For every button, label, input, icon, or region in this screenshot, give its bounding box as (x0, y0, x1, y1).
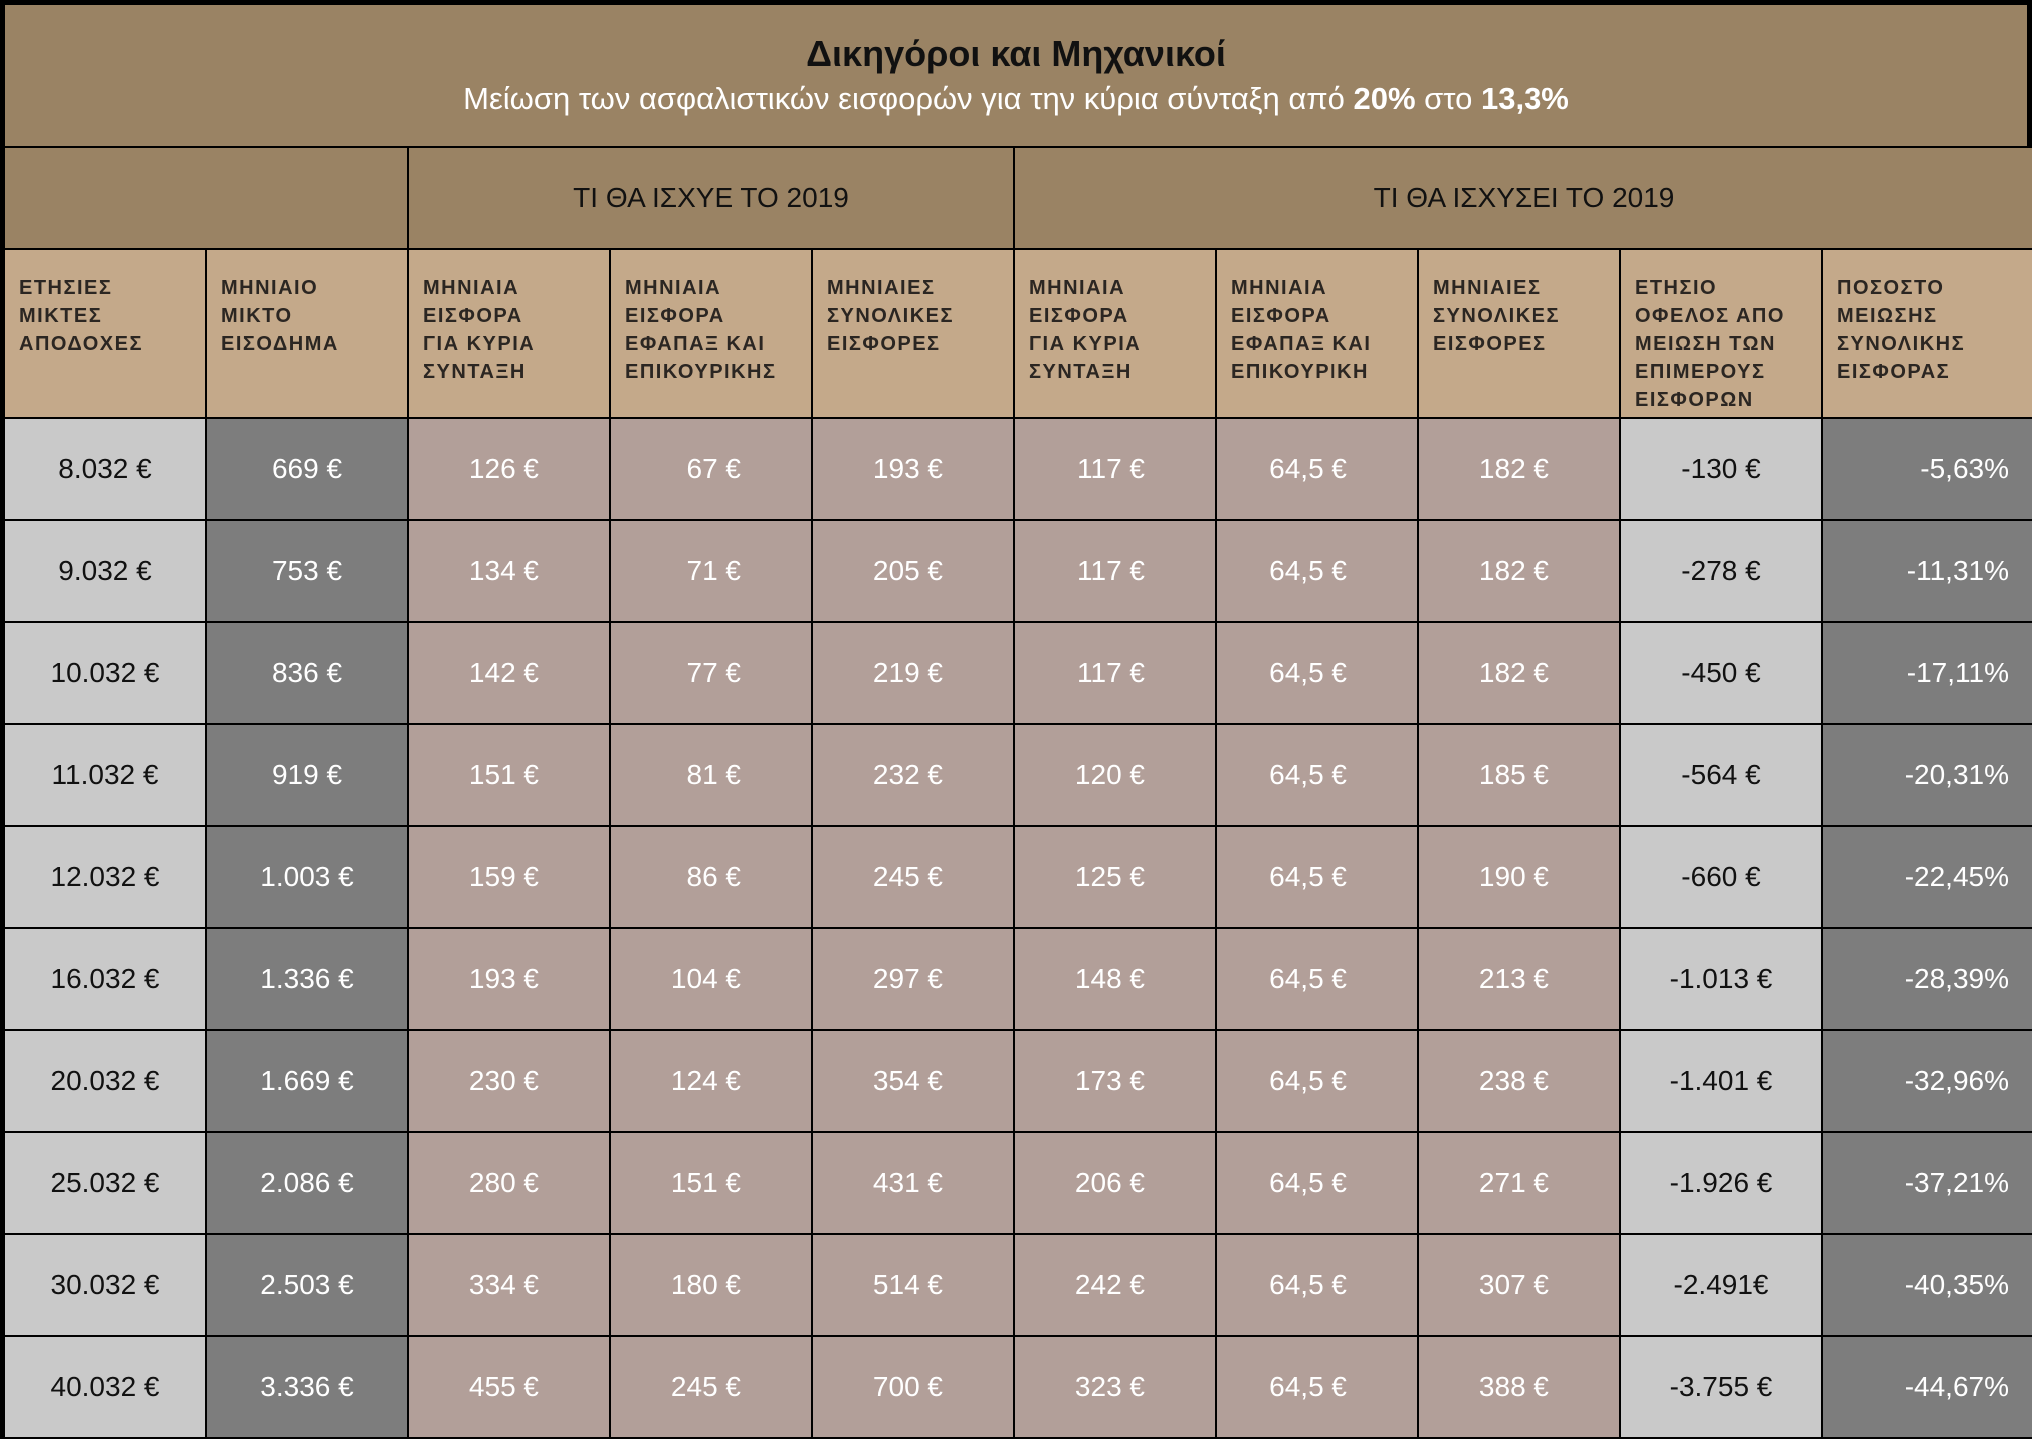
table-cell: 148 € (1015, 929, 1215, 1029)
table-cell: 20.032 € (5, 1031, 205, 1131)
table-cell: 230 € (409, 1031, 609, 1131)
table-cell: -278 € (1621, 521, 1821, 621)
column-header: ΜΗΝΙΑΙΑ ΕΙΣΦΟΡΑ ΕΦΑΠΑΞ ΚΑΙ ΕΠΙΚΟΥΡΙΚΗ (1217, 250, 1417, 417)
table-cell: 700 € (813, 1337, 1013, 1437)
table-cell: 81 € (611, 725, 811, 825)
column-header: ΜΗΝΙΑΙΑ ΕΙΣΦΟΡΑ ΓΙΑ ΚΥΡΙΑ ΣΥΝΤΑΞΗ (1015, 250, 1215, 417)
table-cell: -11,31% (1823, 521, 2032, 621)
table-cell: 2.086 € (207, 1133, 407, 1233)
table-cell: 12.032 € (5, 827, 205, 927)
table-cell: 10.032 € (5, 623, 205, 723)
table-cell: -37,21% (1823, 1133, 2032, 1233)
table-cell: 151 € (611, 1133, 811, 1233)
table-cell: 64,5 € (1217, 1031, 1417, 1131)
table-cell: 117 € (1015, 419, 1215, 519)
table-cell: 514 € (813, 1235, 1013, 1335)
table-cell: 388 € (1419, 1337, 1619, 1437)
table-cell: 182 € (1419, 623, 1619, 723)
table-cell: 205 € (813, 521, 1013, 621)
table-cell: 64,5 € (1217, 1337, 1417, 1437)
table-cell: 9.032 € (5, 521, 205, 621)
table-cell: 126 € (409, 419, 609, 519)
table-cell: 323 € (1015, 1337, 1215, 1437)
table-cell: -130 € (1621, 419, 1821, 519)
table-cell: 245 € (611, 1337, 811, 1437)
group-header-blank (5, 148, 407, 248)
table-cell: -1.013 € (1621, 929, 1821, 1029)
table-cell: 180 € (611, 1235, 811, 1335)
table-cell: 64,5 € (1217, 1235, 1417, 1335)
contributions-table (5, 148, 2032, 1437)
table-cell: 1.669 € (207, 1031, 407, 1131)
table-subtitle (5, 77, 2027, 121)
table-cell: -22,45% (1823, 827, 2032, 927)
table-cell: 67 € (611, 419, 811, 519)
table-cell: 159 € (409, 827, 609, 927)
column-header: ΜΗΝΙΑΙΑ ΕΙΣΦΟΡΑ ΕΦΑΠΑΞ ΚΑΙ ΕΠΙΚΟΥΡΙΚΗΣ (611, 250, 811, 417)
table-cell: 86 € (611, 827, 811, 927)
table-cell: 117 € (1015, 623, 1215, 723)
table-cell: -20,31% (1823, 725, 2032, 825)
table-cell: 190 € (1419, 827, 1619, 927)
table-cell: -32,96% (1823, 1031, 2032, 1131)
table-cell: 242 € (1015, 1235, 1215, 1335)
table-cell: 238 € (1419, 1031, 1619, 1131)
table-cell: 280 € (409, 1133, 609, 1233)
table-cell: -40,35% (1823, 1235, 2032, 1335)
table-cell: 64,5 € (1217, 419, 1417, 519)
column-header: ΕΤΗΣΙΕΣ ΜΙΚΤΕΣ ΑΠΟΔΟΧΕΣ (5, 250, 205, 417)
table-cell: -5,63% (1823, 419, 2032, 519)
table-cell: 3.336 € (207, 1337, 407, 1437)
group-header-after: ΤΙ ΘΑ ΙΣΧΥΣΕΙ ΤΟ 2019 (1015, 148, 2032, 248)
table-cell: 64,5 € (1217, 521, 1417, 621)
table-cell: 64,5 € (1217, 929, 1417, 1029)
table-cell: -1.926 € (1621, 1133, 1821, 1233)
table-cell: 1.003 € (207, 827, 407, 927)
table-cell: -3.755 € (1621, 1337, 1821, 1437)
title-banner (5, 5, 2027, 146)
column-header: ΜΗΝΙΑΙΕΣ ΣΥΝΟΛΙΚΕΣ ΕΙΣΦΟΡΕΣ (1419, 250, 1619, 417)
column-header: ΜΗΝΙΑΙΕΣ ΣΥΝΟΛΙΚΕΣ ΕΙΣΦΟΡΕΣ (813, 250, 1013, 417)
group-header-before: ΤΙ ΘΑ ΙΣΧΥΕ ΤΟ 2019 (409, 148, 1013, 248)
table-cell: 213 € (1419, 929, 1619, 1029)
table-cell: 219 € (813, 623, 1013, 723)
subtitle-rate-from: 20% (1353, 81, 1416, 116)
table-cell: -17,11% (1823, 623, 2032, 723)
table-cell: 232 € (813, 725, 1013, 825)
table-cell: -1.401 € (1621, 1031, 1821, 1131)
table-cell: 1.336 € (207, 929, 407, 1029)
table-cell: 455 € (409, 1337, 609, 1437)
table-cell: 354 € (813, 1031, 1013, 1131)
table-cell: 206 € (1015, 1133, 1215, 1233)
table-cell: 11.032 € (5, 725, 205, 825)
table-cell: 117 € (1015, 521, 1215, 621)
table-cell: 836 € (207, 623, 407, 723)
column-header: ΠΟΣΟΣΤΟ ΜΕΙΩΣΗΣ ΣΥΝΟΛΙΚΗΣ ΕΙΣΦΟΡΑΣ (1823, 250, 2032, 417)
table-cell: 271 € (1419, 1133, 1619, 1233)
table-cell: 307 € (1419, 1235, 1619, 1335)
table-cell: 77 € (611, 623, 811, 723)
table-cell: 185 € (1419, 725, 1619, 825)
table-cell: 25.032 € (5, 1133, 205, 1233)
column-header: ΜΗΝΙΑΙΟ ΜΙΚΤΟ ΕΙΣΟΔΗΜΑ (207, 250, 407, 417)
table-title: Δικηγόροι και Μηχανικοί (806, 33, 1226, 74)
table-cell: 64,5 € (1217, 827, 1417, 927)
table-cell: 71 € (611, 521, 811, 621)
column-header: ΕΤΗΣΙΟ ΟΦΕΛΟΣ ΑΠΟ ΜΕΙΩΣΗ ΤΩΝ ΕΠΙΜΕΡΟΥΣ ΕΙΣΦΟΡΩΝ (1621, 250, 1821, 417)
table-cell: 64,5 € (1217, 623, 1417, 723)
table-cell: 30.032 € (5, 1235, 205, 1335)
table-cell: -564 € (1621, 725, 1821, 825)
subtitle-prefix: Μείωση των ασφαλιστικών εισφορών για την κύρια σύνταξη από (463, 81, 1354, 116)
table-cell: 134 € (409, 521, 609, 621)
table-cell: 151 € (409, 725, 609, 825)
table-cell: 753 € (207, 521, 407, 621)
subtitle-rate-to: 13,3% (1480, 81, 1569, 116)
table-cell: 182 € (1419, 419, 1619, 519)
table-cell: 40.032 € (5, 1337, 205, 1437)
table-cell: 64,5 € (1217, 1133, 1417, 1233)
table-cell: 16.032 € (5, 929, 205, 1029)
table-cell: 120 € (1015, 725, 1215, 825)
table-cell: 2.503 € (207, 1235, 407, 1335)
table-cell: 182 € (1419, 521, 1619, 621)
table-cell: 104 € (611, 929, 811, 1029)
table-cell: 142 € (409, 623, 609, 723)
table-cell: -28,39% (1823, 929, 2032, 1029)
column-header: ΜΗΝΙΑΙΑ ΕΙΣΦΟΡΑ ΓΙΑ ΚΥΡΙΑ ΣΥΝΤΑΞΗ (409, 250, 609, 417)
table-cell: 669 € (207, 419, 407, 519)
table-cell: 245 € (813, 827, 1013, 927)
table-cell: -44,67% (1823, 1337, 2032, 1437)
table-cell: 125 € (1015, 827, 1215, 927)
table-cell: -660 € (1621, 827, 1821, 927)
table-cell: 173 € (1015, 1031, 1215, 1131)
table-cell: -2.491€ (1621, 1235, 1821, 1335)
table-cell: 431 € (813, 1133, 1013, 1233)
table-cell: -450 € (1621, 623, 1821, 723)
table-cell: 8.032 € (5, 419, 205, 519)
table-cell: 193 € (409, 929, 609, 1029)
table-cell: 334 € (409, 1235, 609, 1335)
table-cell: 193 € (813, 419, 1013, 519)
table-cell: 297 € (813, 929, 1013, 1029)
subtitle-middle: στο (1415, 81, 1481, 116)
table-cell: 64,5 € (1217, 725, 1417, 825)
table-cell: 124 € (611, 1031, 811, 1131)
table-cell: 919 € (207, 725, 407, 825)
